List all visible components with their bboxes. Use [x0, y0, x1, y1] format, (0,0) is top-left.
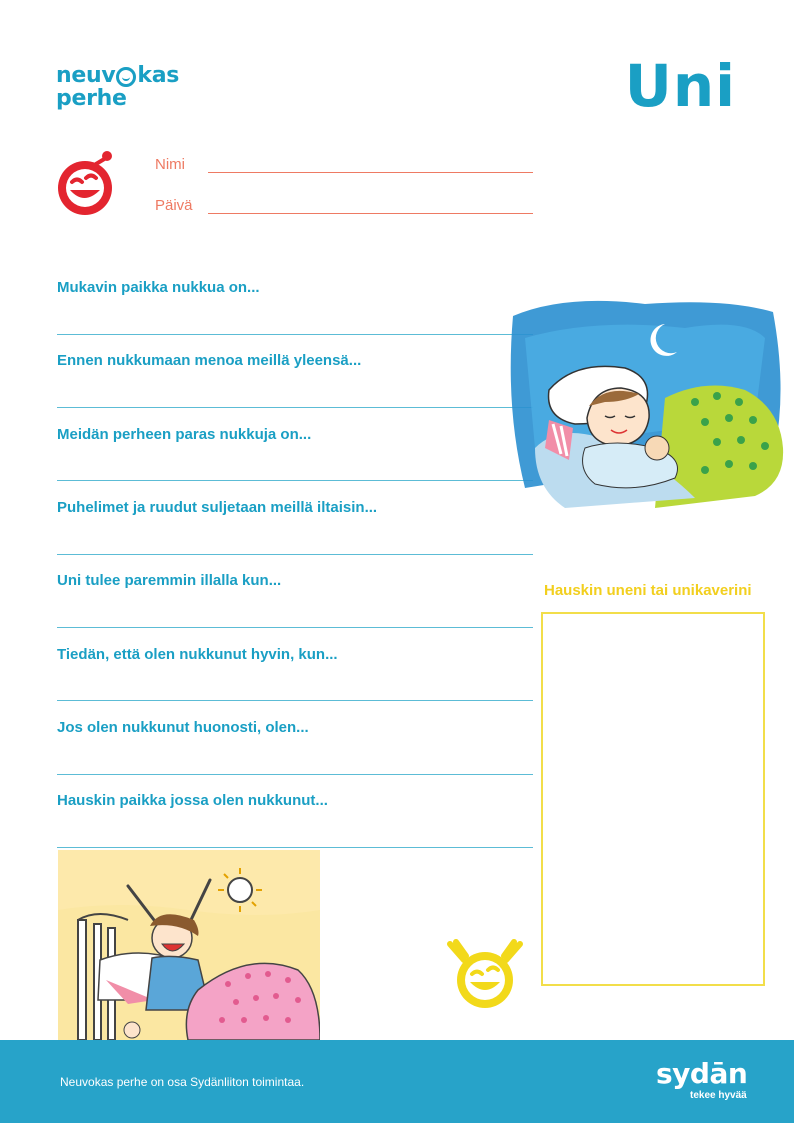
logo-text-part1: neuv: [56, 63, 116, 88]
footer-text: Neuvokas perhe on osa Sydänliiton toimintaa.: [60, 1075, 305, 1089]
question-4: Puhelimet ja ruudut suljetaan meillä iltaisin...: [57, 499, 378, 516]
question-8: Hauskin paikka jossa olen nukkunut...: [57, 792, 328, 809]
date-label: Päivä: [155, 197, 193, 214]
answer-line-3[interactable]: [57, 480, 533, 481]
smiley-o-icon: [116, 67, 136, 87]
question-1: Mukavin paikka nukkua on...: [57, 279, 260, 296]
waking-child-illustration: [58, 850, 320, 1040]
question-3: Meidän perheen paras nukkuja on...: [57, 426, 312, 443]
logo-text-line2: perhe: [56, 86, 127, 111]
question-6: Tiedän, että olen nukkunut hyvin, kun...: [57, 646, 338, 663]
yellow-mascot-icon: [444, 938, 526, 1010]
sydan-tagline: tekee hyvää: [690, 1090, 747, 1101]
question-5: Uni tulee paremmin illalla kun...: [57, 572, 282, 589]
answer-line-1[interactable]: [57, 334, 533, 335]
answer-line-4[interactable]: [57, 554, 533, 555]
answer-line-7[interactable]: [57, 774, 533, 775]
sydan-logo: sydān: [656, 1057, 748, 1090]
question-2: Ennen nukkumaan menoa meillä yleensä...: [57, 352, 362, 369]
answer-line-5[interactable]: [57, 627, 533, 628]
question-7: Jos olen nukkunut huonosti, olen...: [57, 719, 309, 736]
date-input-line[interactable]: [208, 213, 533, 214]
neuvokas-perhe-logo: [56, 64, 179, 110]
red-mascot-icon: [52, 148, 118, 220]
name-input-line[interactable]: [208, 172, 533, 173]
sleeping-child-illustration: [505, 298, 787, 520]
drawing-area[interactable]: [541, 612, 765, 986]
answer-line-8[interactable]: [57, 847, 533, 848]
logo-text-part2: kas: [137, 63, 180, 88]
answer-line-6[interactable]: [57, 700, 533, 701]
name-label: Nimi: [155, 156, 185, 173]
drawing-box-label: Hauskin uneni tai unikaverini: [544, 582, 752, 599]
answer-line-2[interactable]: [57, 407, 533, 408]
page-title: Uni: [624, 52, 736, 120]
